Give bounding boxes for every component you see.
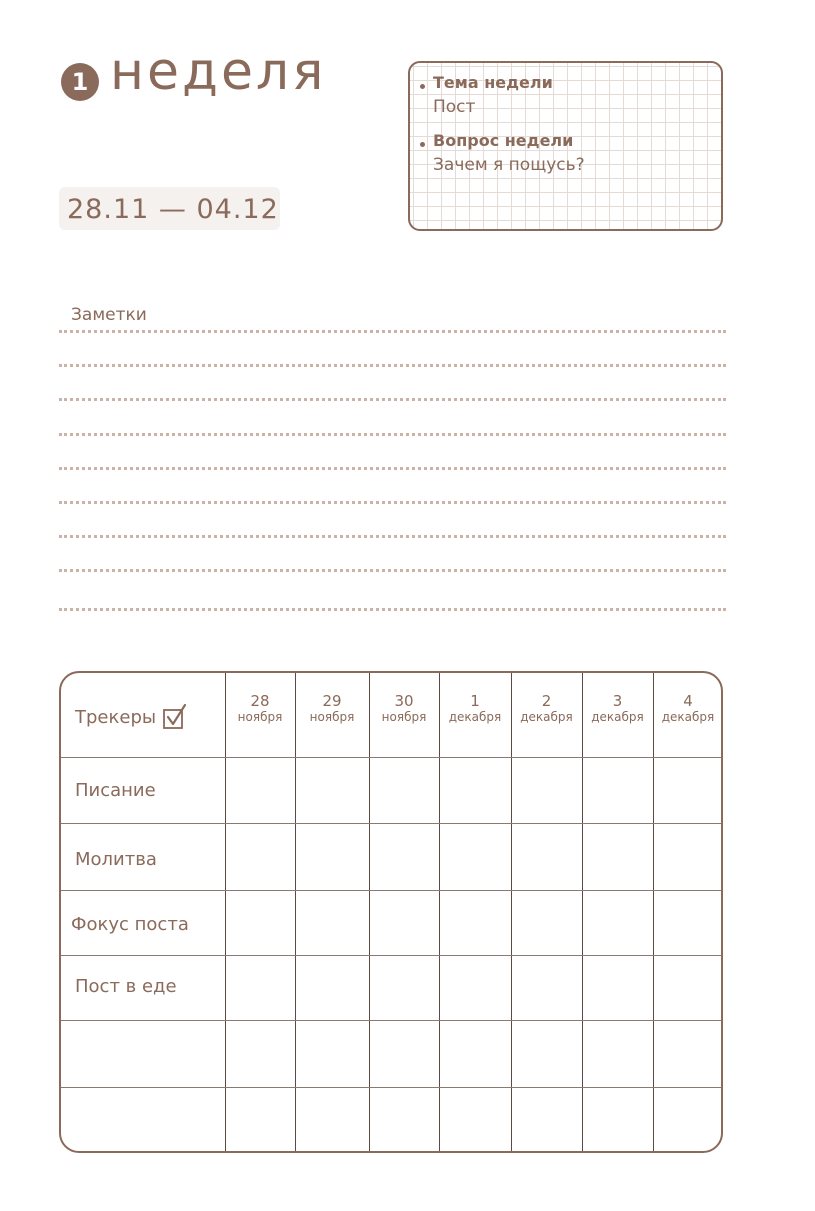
note-line[interactable] bbox=[59, 398, 726, 401]
day-number: 4 bbox=[683, 692, 693, 710]
column-divider bbox=[653, 673, 654, 1151]
day-month: ноября bbox=[381, 710, 427, 724]
tracker-table bbox=[59, 671, 723, 1153]
day-month: декабря bbox=[591, 710, 644, 724]
tracker-row-label: Пост в еде bbox=[75, 976, 177, 997]
note-line[interactable] bbox=[59, 608, 726, 611]
day-number: 2 bbox=[541, 692, 552, 710]
theme-label: Тема недели bbox=[433, 73, 553, 92]
row-divider bbox=[61, 955, 721, 956]
tracker-row-label: Писание bbox=[75, 780, 156, 801]
note-line[interactable] bbox=[59, 501, 726, 504]
theme-value: Пост bbox=[433, 97, 476, 117]
note-line[interactable] bbox=[59, 433, 726, 436]
column-divider bbox=[582, 673, 583, 1151]
tracker-title: Трекеры bbox=[75, 707, 157, 728]
column-divider bbox=[225, 673, 226, 1151]
day-header bbox=[511, 693, 582, 724]
note-line[interactable] bbox=[59, 569, 726, 572]
tracker-row-label: Молитва bbox=[75, 849, 157, 870]
column-divider bbox=[439, 673, 440, 1151]
day-header bbox=[369, 693, 439, 724]
day-month: декабря bbox=[520, 710, 573, 724]
note-line[interactable] bbox=[59, 330, 726, 333]
day-number: 1 bbox=[470, 692, 480, 710]
day-header bbox=[582, 693, 653, 724]
question-label: Вопрос недели bbox=[433, 131, 574, 150]
question-value: Зачем я пощусь? bbox=[433, 155, 585, 175]
row-divider bbox=[61, 1087, 721, 1088]
bullet-icon bbox=[420, 84, 425, 89]
checkbox-check-icon bbox=[161, 703, 189, 731]
day-header bbox=[295, 693, 369, 724]
day-header bbox=[225, 693, 295, 724]
row-divider bbox=[61, 890, 721, 891]
note-line[interactable] bbox=[59, 467, 726, 470]
column-divider bbox=[511, 673, 512, 1151]
day-header bbox=[439, 693, 511, 724]
day-number: 3 bbox=[612, 692, 623, 710]
notes-label: Заметки bbox=[71, 305, 147, 325]
day-number: 29 bbox=[322, 692, 342, 710]
day-number: 30 bbox=[394, 692, 414, 710]
column-divider bbox=[295, 673, 296, 1151]
day-month: декабря bbox=[448, 710, 502, 724]
tracker-row-label: Фокус поста bbox=[71, 914, 189, 935]
day-month: ноября bbox=[309, 710, 355, 724]
week-title: неделя bbox=[110, 42, 327, 102]
note-line[interactable] bbox=[59, 364, 726, 367]
date-range: 28.11 — 04.12 bbox=[59, 187, 280, 230]
row-divider bbox=[61, 757, 721, 758]
row-divider bbox=[61, 1020, 721, 1021]
row-divider bbox=[61, 823, 721, 824]
bullet-icon bbox=[420, 142, 425, 147]
column-divider bbox=[369, 673, 370, 1151]
day-header bbox=[653, 693, 723, 724]
day-number: 28 bbox=[250, 692, 270, 710]
note-line[interactable] bbox=[59, 535, 726, 538]
day-month: ноября bbox=[237, 710, 283, 724]
day-month: декабря bbox=[661, 710, 715, 724]
theme-box bbox=[408, 61, 723, 231]
week-number-badge: 1 bbox=[61, 63, 99, 101]
